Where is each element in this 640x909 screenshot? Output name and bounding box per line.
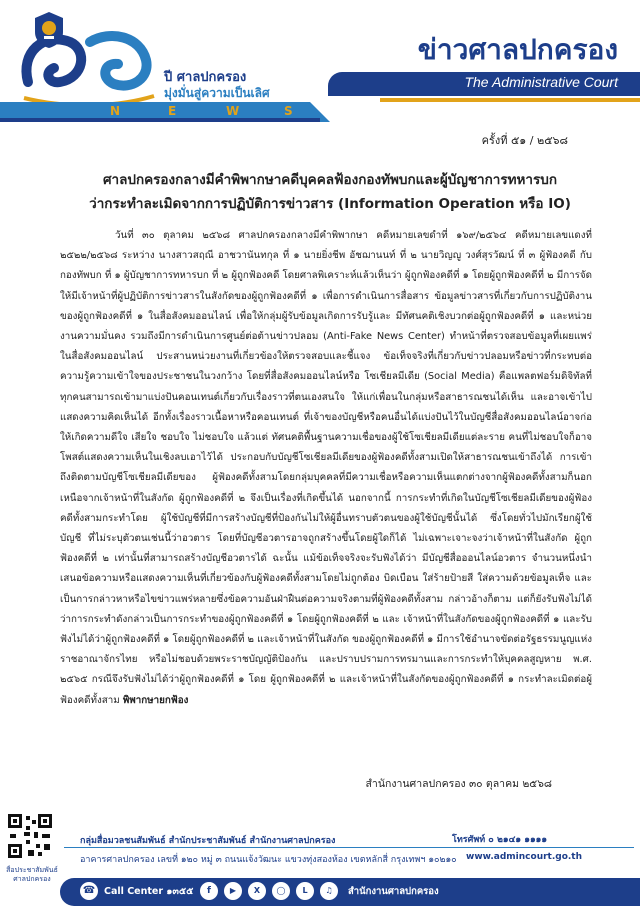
youtube-icon[interactable]: ▶ [224, 882, 242, 900]
footer-address: อาคารศาลปกครอง เลขที่ ๑๒๐ หมู่ ๓ ถนนแจ้งวัฒนะ แขวงทุ่งสองห้อง เขตหลักสี่ กรุงเทพฯ ๑๐๒๑๐ [80, 855, 457, 865]
instagram-icon[interactable]: ◯ [272, 882, 290, 900]
news-letter-e: E [168, 104, 178, 118]
title-accent-line [380, 98, 640, 102]
x-twitter-icon[interactable]: X [248, 882, 266, 900]
footer-divider [64, 847, 634, 848]
logo-line-2: มุ่งมั่นสู่ความเป็นเลิศ [164, 86, 270, 100]
qr-caption: สื่อประชาสัมพันธ์ ศาลปกครอง [6, 866, 58, 883]
call-center[interactable]: Call Center ๑๓๕๕ [104, 886, 194, 897]
news-letters [0, 102, 330, 122]
social-handle[interactable]: สำนักงานศาลปกครอง [348, 886, 439, 897]
footer-website[interactable]: www.admincourt.go.th [466, 852, 583, 862]
tiktok-icon[interactable]: ♫ [320, 882, 338, 900]
facebook-icon[interactable]: f [200, 882, 218, 900]
news-letter-w: W [226, 104, 241, 118]
line-icon[interactable]: L [296, 882, 314, 900]
news-letter-s: S [284, 104, 294, 118]
headline-line-2: ว่ากระทำละเมิดจากการปฏิบัติการข่าวสาร (Information Operation หรือ IO) [89, 196, 571, 212]
qr-code-icon[interactable] [6, 812, 54, 860]
logo-line-1: ปี ศาลปกครอง [164, 70, 247, 85]
phone-icon: ☎ [80, 882, 98, 900]
header [0, 0, 640, 150]
issue-number: ครั้งที่ ๕๑ / ๒๕๖๘ [481, 134, 568, 147]
news-letter-n: N [110, 104, 122, 118]
footer-phone[interactable]: โทรศัพท์ ๐ ๒๑๔๑ ๑๑๑๑ [452, 835, 548, 845]
page-title: ข่าวศาลปกครอง [417, 33, 618, 66]
headline [60, 168, 600, 216]
headline-line-1: ศาลปกครองกลางมีคำพิพากษาคดีบุคคลฟ้องกองทัพบกและผู้บัญชาการทหารบก [102, 172, 557, 188]
footer-office: กลุ่มสื่อมวลชนสัมพันธ์ สำนักประชาสัมพันธ์ สำนักงานศาลปกครอง [80, 836, 336, 846]
court-emblem-icon [32, 10, 66, 50]
body-text: วันที่ ๓๐ ตุลาคม ๒๕๖๘ ศาลปกครองกลางมีคำพิพากษา คดีหมายเลขดำที่ ๑๖๙/๒๕๖๔ คดีหมายเลขแดงที่ ๒๕๒๒/๒๕๖๘ ระหว่าง นางสาวสฤณี อาชวานันทกุล ที่ ๑ นายยิ่งชีพ อัชฌานนท์ ที่ ๒ นายวิญญู วงศ์สุรวัฒน์ ที่ ๓ ผู้ฟ้องคดี กับกองทัพบก ที่ ๑ ผู้บัญชาการทหารบก ที่ ๒ ผู้ถูกฟ้องคดี โดยศาลพิเคราะห์แล้วเห็นว่า ผู้ถูกฟ้องคดีที่ ๑ โดยผู้ถูกฟ้องคดีที่ ๒ มีการจัดให้มีเจ้าหน้าที่ผู้ปฏิบัติการข่าวสารในสังกัดของผู้ถูกฟ้องคดีที่ ๑ เพื่อการดำเนินการสื่อสาร ข้อมูลข่าวสารที่เกี่ยวกับการปฏิบัติงานของผู้ถูกฟ้องคดีที่ ๑ ในสื่อสังคมออนไลน์ เพื่อให้กลุ่มผู้รับข้อมูลเกิดการรับรู้และ มีทัศนคติเชิงบวกต่อผู้ถูกฟ้องคดีที่ ๑ และหน่วยงานความมั่นคง รวมถึงมีการดำเนินการศูนย์ต่อต้านข่าวปลอม (Anti-Fake News Center) ทำหน้าที่ตรวจสอบข้อมูลที่เผยแพร่ในสื่อสังคมออนไลน์ ประสานหน่วยงานที่เกี่ยวข้องให้ตรวจสอบและชี้แจง ข้อเท็จจริงที่เกี่ยวกับข่าวปลอมหรือข่าวที่กระทบต่อความรู้ความเข้าใจของประชาชนในวงกว้าง โดยที่สื่อสังคมออนไลน์หรือ โซเชียลมีเดีย (Social Media) คือแพลตฟอร์มดิจิทัลที่ทุกคนสามารถเข้ามาแบ่งปันคอนเทนต์เกี่ยวกับเรื่องราวที่ตนเองสนใจ ให้แก่เพื่อนในกลุ่มหรือสาธารณชนได้เห็น และอาจเข้าไปแสดงความคิดเห็นได้ อีกทั้งเรื่องราวเนื้อหาหรือคอนเทนต์ ที่เจ้าของบัญชีหรือคนอื่นได้แบ่งปันไว้ในบัญชีสื่อสังคมออนไลน์อาจก่อให้เกิดความดีใจ เสียใจ ชอบใจ ไม่ชอบใจ แล้วแต่ ทัศนคติพื้นฐานความเชื่อของผู้ใช้โซเชียลมีเดียแต่ละราย คนที่ไม่ชอบใจก็อาจโพสต์แสดงความเห็นในเชิงลบเอาไว้ได้ ประกอบกับบัญชีโซเชียลมีเดียของผู้ฟ้องคดีทั้งสามเปิดให้สาธารณชนเข้าถึงได้ การเข้าถึงติดตามบัญชีโซเชียลมีเดียของ ผู้ฟ้องคดีทั้งสามโดยกลุ่มบุคคลที่มีความเชื่อหรือความเห็นแตกต่างจากผู้ฟ้องคดีทั้งสามก็นอกเหนือจากเจ้าหน้าที่ในสังกัด ผู้ถูกฟ้องคดีที่ ๒ จึงเป็นเรื่องที่เกิดขึ้นได้ นอกจากนี้ การกระทำที่เกิดในบัญชีโซเชียลมีเดียของผู้ฟ้องคดีทั้งสามกระทำโดย ผู้ใช้บัญชีที่มีการสร้างบัญชีที่ป้องกันไม่ให้ผู้อื่นทราบตัวตนของผู้ใช้บัญชีนั้นได้ ซึ่งโดยทั่วไปมักเรียกผู้ใช้บัญชี ที่ไม่ระบุตัวตนเช่นนี้ว่าอวตาร โดยที่บัญชีอวตารอาจถูกสร้างขึ้นโดยผู้ใดก็ได้ ไม่เฉพาะเจาะจงว่าเจ้าหน้าที่ในสังกัด ผู้ถูกฟ้องคดีที่ ๒ เท่านั้นที่สามารถสร้างบัญชีอวตารได้ ฉะนั้น แม้ข้อเท็จจริงจะรับฟังได้ว่า มีบัญชีสื่อออนไลน์อวตาร จำนวนหนึ่งนำเสนอข้อความหรือแสดงความเห็นที่เกี่ยวข้องกับผู้ฟ้องคดีทั้งสามโดยไม่ถูกต้อง บิดเบือน ใส่ร้ายป้ายสี ใส่ความด้วยข้อมูลเท็จ และเป็นการกล่าวหาหรือไขข่าวแพร่หลายซึ่งข้อความอันฝ่าฝืนต่อความจริงตามที่ผู้ฟ้องคดีทั้งสาม กล่าวอ้างก็ตาม แต่ก็ยังรับฟังไม่ได้ว่าการกระทำดังกล่าวเป็นการกระทำของผู้ถูกฟ้องคดีที่ ๑ โดยผู้ถูกฟ้องคดีที่ ๒ และ เจ้าหน้าที่ในสังกัดของผู้ถูกฟ้องคดีที่ ๑ และรับฟังไม่ได้ว่าผู้ถูกฟ้องคดีที่ ๑ โดยผู้ถูกฟ้องคดีที่ ๒ และเจ้าหน้าที่ในสังกัด ของผู้ถูกฟ้องคดีที่ ๑ มีการใช้อำนาจขัดต่อรัฐธรรมนูญแห่งราชอาณาจักรไทย หรือไม่ชอบด้วยพระราชบัญญัติป้องกัน และปราบปรามการทรมานและการกระทำให้บุคคลสูญหาย พ.ศ. ๒๕๖๕ กรณีจึงรับฟังไม่ได้ว่าผู้ถูกฟ้องคดีที่ ๑ โดย ผู้ถูกฟ้องคดีที่ ๒ และเจ้าหน้าที่ในสังกัดของผู้ถูกฟ้องคดีที่ ๑ กระทำละเมิดต่อผู้ฟ้องคดีทั้งสาม [60, 230, 592, 706]
signoff: สำนักงานศาลปกครอง ๓๐ ตุลาคม ๒๕๖๘ [365, 778, 552, 790]
page-subtitle: The Administrative Court [464, 74, 618, 90]
body-paragraph [60, 226, 592, 711]
verdict: พิพากษายกฟ้อง [122, 694, 189, 706]
